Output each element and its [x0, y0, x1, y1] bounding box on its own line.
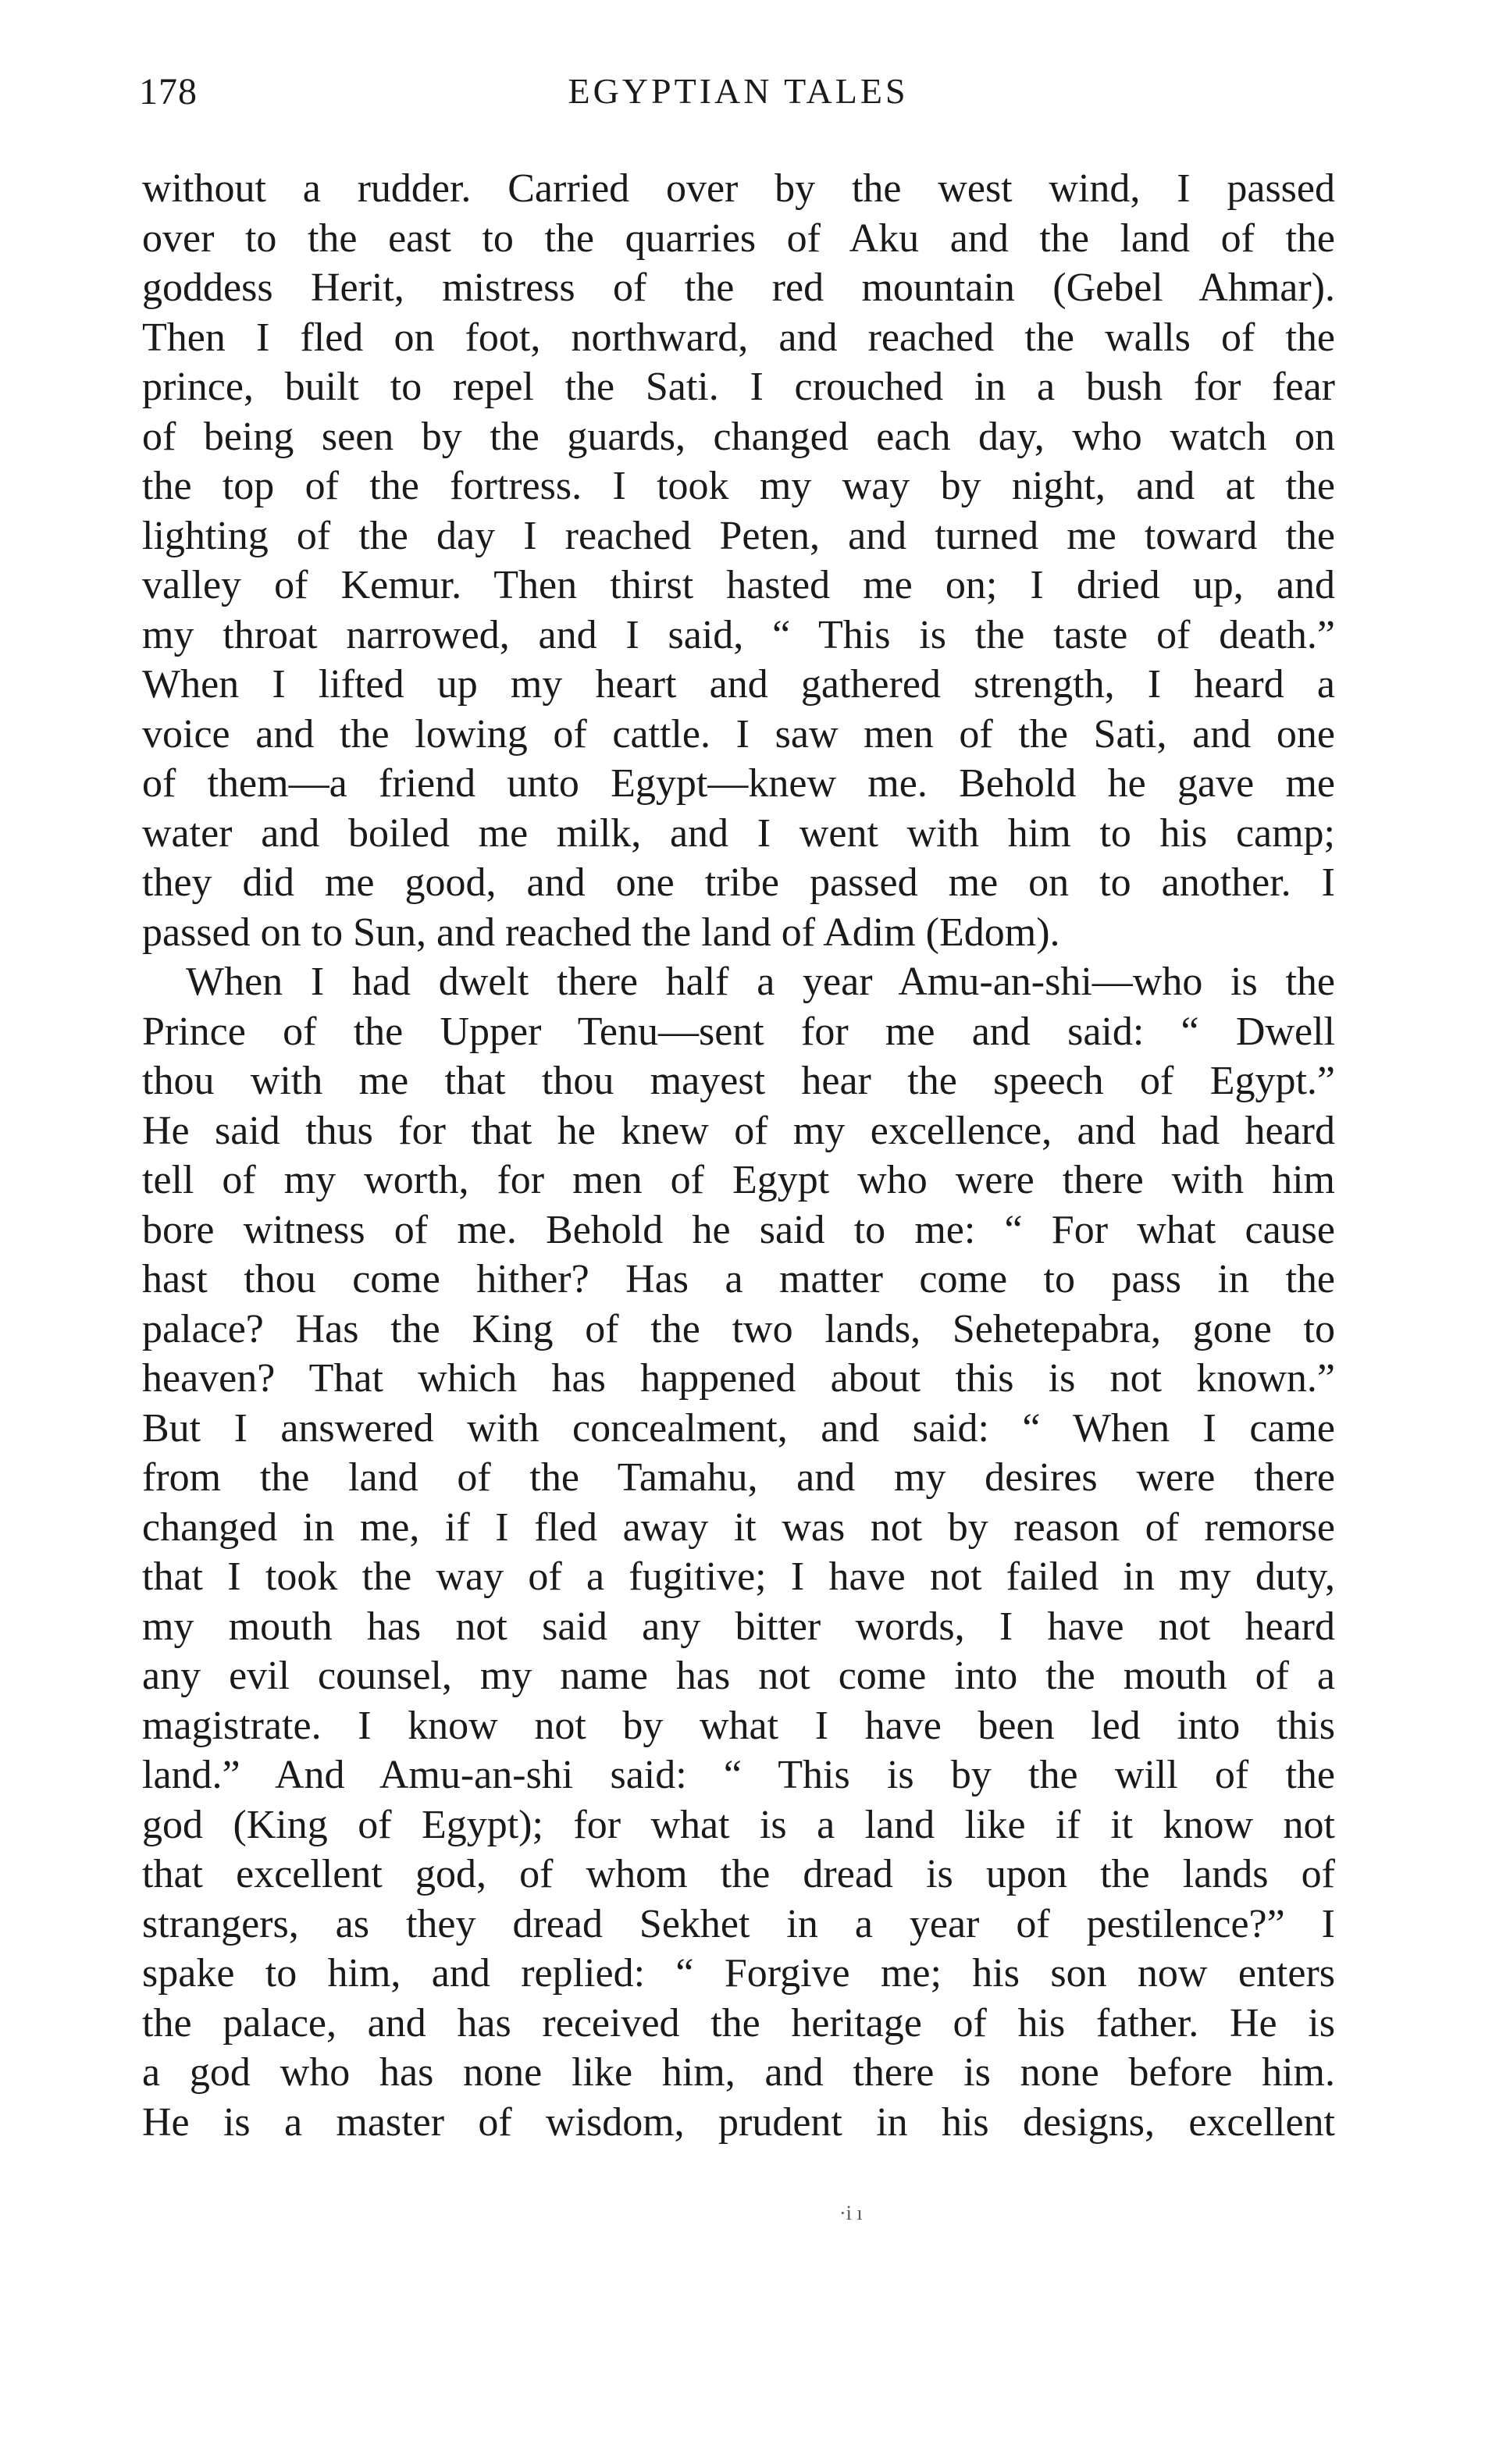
text-line: over to the east to the quarries of Aku and the land of the — [142, 215, 1335, 261]
text-line: passed on to Sun, and reached the land of Adim (Edom). — [142, 910, 1060, 955]
text-line: heaven? That which has happened about this is not known.” — [142, 1356, 1335, 1401]
text-line: land.” And Amu-an-shi said: “ This is by the will of the — [142, 1753, 1335, 1797]
text-line: changed in me, if I fled away it was not by reason of remorse — [142, 1504, 1335, 1550]
text-line: my throat narrowed, and I said, “ This is the taste of death.” — [142, 612, 1335, 657]
footer-mark: ·i ı — [839, 2202, 863, 2224]
text-line: valley of Kemur. Then thirst hasted me on; I dried up, and — [142, 563, 1335, 607]
text-line: any evil counsel, my name has not come into the mouth of a — [142, 1654, 1335, 1698]
text-line: of them—a friend unto Egypt—knew me. Behold he gave me — [142, 761, 1335, 806]
running-title: EGYPTIAN TALES — [568, 71, 909, 111]
text-line: thou with me that thou mayest hear the speech of Egypt.” — [142, 1059, 1335, 1103]
text-line: the top of the fortress. I took my way by night, and at the — [142, 464, 1335, 508]
text-line: lighting of the day I reached Peten, and turned me toward the — [142, 513, 1335, 558]
text-line: palace? Has the King of the two lands, Sehetepabra, gone to — [142, 1306, 1335, 1351]
text-line: that I took the way of a fugitive; I have not failed in my duty, — [142, 1554, 1335, 1599]
page-header — [139, 70, 1337, 125]
text-line: bore witness of me. Behold he said to me: “ For what cause — [142, 1207, 1335, 1252]
text-line: voice and the lowing of cattle. I saw men of the Sati, and one — [142, 711, 1335, 757]
page-number: 178 — [139, 71, 198, 112]
text-line: they did me good, and one tribe passed me on to another. I — [142, 860, 1335, 905]
paragraph-first-line: When I had dwelt there half a year Amu-an-shi—who is the — [186, 960, 1335, 1004]
text-line: spake to him, and replied: “ Forgive me; his son now enters — [142, 1951, 1335, 1996]
text-line: water and boiled me milk, and I went with him to his camp; — [142, 810, 1335, 856]
text-line: goddess Herit, mistress of the red mountain (Gebel Ahmar). — [142, 265, 1335, 310]
text-line: of being seen by the guards, changed each day, who watch on — [142, 414, 1335, 459]
text-line: hast thou come hither? Has a matter come to pass in the — [142, 1257, 1335, 1301]
text-line: strangers, as they dread Sekhet in a year of pestilence?” I — [142, 1901, 1335, 1946]
text-line: tell of my worth, for men of Egypt who were there with him — [142, 1158, 1335, 1202]
body-text — [142, 164, 1335, 2147]
text-line: Prince of the Upper Tenu—sent for me and said: “ Dwell — [142, 1009, 1335, 1054]
text-line: a god who has none like him, and there is none before him. — [142, 2050, 1335, 2095]
text-line: magistrate. I know not by what I have been led into this — [142, 1703, 1335, 1748]
text-line: that excellent god, of whom the dread is upon the lands of — [142, 1852, 1335, 1896]
text-line: He said thus for that he knew of my excellence, and had heard — [142, 1108, 1335, 1153]
text-line: from the land of the Tamahu, and my desires were there — [142, 1455, 1335, 1500]
text-line: my mouth has not said any bitter words, I have not heard — [142, 1604, 1335, 1649]
text-line: god (King of Egypt); for what is a land like if it know not — [142, 1802, 1335, 1847]
text-line: When I lifted up my heart and gathered strength, I heard a — [142, 662, 1335, 707]
text-line: He is a master of wisdom, prudent in his designs, excellent — [142, 2099, 1335, 2145]
text-line: Then I fled on foot, northward, and reached the walls of the — [142, 315, 1335, 360]
text-line: prince, built to repel the Sati. I crouched in a bush for fear — [142, 365, 1335, 409]
text-line: without a rudder. Carried over by the west wind, I passed — [142, 166, 1335, 211]
text-line: the palace, and has received the heritage of his father. He is — [142, 2000, 1335, 2046]
text-line: But I answered with concealment, and said: “ When I came — [142, 1405, 1335, 1451]
